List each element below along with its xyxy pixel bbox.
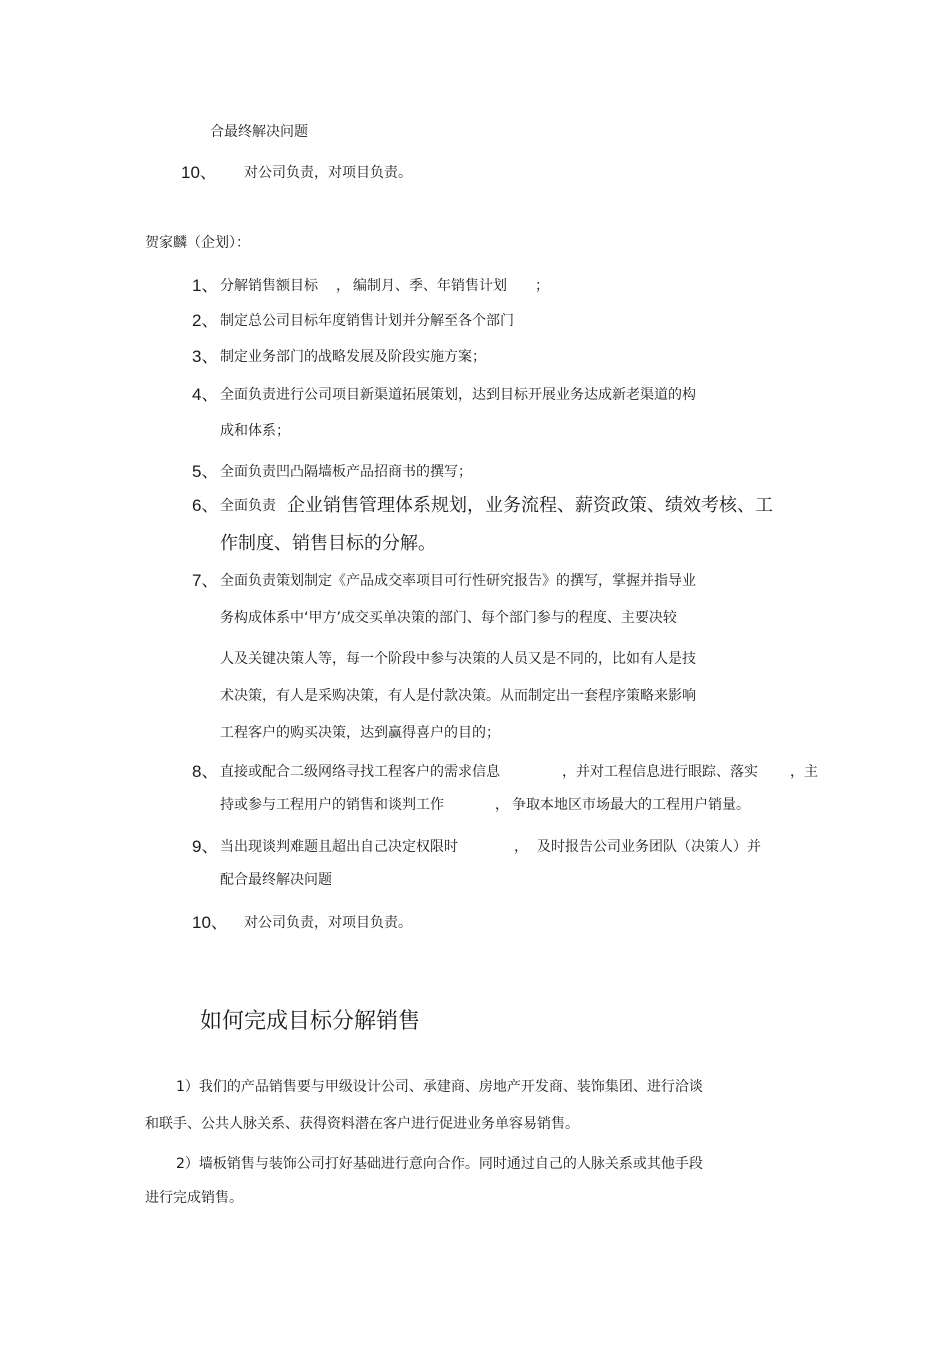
item-5-text: 全面负责凹凸隔墙板产品招商书的撰写； xyxy=(220,464,472,480)
item-3-text: 制定业务部门的战略发展及阶段实施方案； xyxy=(220,349,486,365)
person-name-line: 贺家麟（企划）： xyxy=(145,235,250,251)
item-10-top-number: 10、 xyxy=(181,163,217,182)
item-8-text-c: ，主 xyxy=(790,764,818,780)
item-9-text-a: 当出现谈判难题且超出自己决定权限时 xyxy=(220,839,458,855)
item-8-line-2c: 争取本地区市场最大的工程用户销量。 xyxy=(512,797,750,813)
item-10-top-text: 对公司负责，对项目负责。 xyxy=(244,165,412,181)
item-1-number: 1、 xyxy=(192,276,219,295)
paragraph-1-line-2: 和联手、公共人脉关系、获得资料潜在客户进行促进业务单容易销售。 xyxy=(145,1116,579,1132)
item-8-number: 8、 xyxy=(192,762,219,781)
item-5-number: 5、 xyxy=(192,462,219,481)
item-8-line-2a: 持或参与工程用户的销售和谈判工作 xyxy=(220,797,444,813)
item-7-line-1: 全面负责策划制定《产品成交率项目可行性研究报告》的撰写，掌握并指导业 xyxy=(220,573,696,589)
item-6-line-2: 作制度、销售目标的分解。 xyxy=(220,533,436,554)
item-7-number: 7、 xyxy=(192,571,219,590)
item-9-number: 9、 xyxy=(192,837,219,856)
item-7-line-5: 工程客户的购买决策，达到赢得喜户的目的； xyxy=(220,725,500,741)
item-6-text-b: 企业销售管理体系规划，业务流程、薪资政策、绩效考核、工 xyxy=(287,495,773,516)
item-9-text-b: ， xyxy=(514,839,528,855)
item-1-text-b: ， xyxy=(336,278,350,294)
item-9-text-c: 及时报告公司业务团队（决策人）并 xyxy=(537,839,761,855)
paragraph-2-line-2: 进行完成销售。 xyxy=(145,1190,243,1206)
item-7-line-3: 人及关键决策人等，每一个阶段中参与决策的人员又是不同的，比如有人是技 xyxy=(220,651,696,667)
item-4-number: 4、 xyxy=(192,385,219,404)
item-1-text-a: 分解销售额目标 xyxy=(220,278,318,294)
item-6-number: 6、 xyxy=(192,496,219,515)
paragraph-1-line-1: 1）我们的产品销售要与甲级设计公司、承建商、房地产开发商、装饰集团、进行洽谈 xyxy=(176,1079,703,1095)
item-2-number: 2、 xyxy=(192,311,219,330)
item-4-line-2: 成和体系； xyxy=(220,423,290,439)
paragraph-2-line-1: 2）墙板销售与装饰公司打好基础进行意向合作。同时通过自己的人脉关系或其他手段 xyxy=(176,1156,703,1172)
item-8-line-2b: ， xyxy=(495,797,509,813)
item-1-text-d: ； xyxy=(535,278,549,294)
item-8-text-a: 直接或配合二级网络寻找工程客户的需求信息 xyxy=(220,764,500,780)
item-8-text-b: ，并对工程信息进行眼踪、落实 xyxy=(562,764,758,780)
item-4-line-1: 全面负责进行公司项目新渠道拓展策划，达到目标开展业务达成新老渠道的构 xyxy=(220,387,696,403)
item-2-text: 制定总公司目标年度销售计划并分解至各个部门 xyxy=(220,313,514,329)
item-9-line-2: 配合最终解决问题 xyxy=(220,872,332,888)
item-7-line-2: 务构成体系中‘甲方’成交买单决策的部门、每个部门参与的程度、主要决较 xyxy=(220,610,677,626)
item-3-number: 3、 xyxy=(192,347,219,366)
section-title: 如何完成目标分解销售 xyxy=(200,1009,421,1034)
continued-line: 合最终解决问题 xyxy=(210,124,308,140)
item-6-text-a: 全面负责 xyxy=(220,498,276,514)
item-10-text: 对公司负责，对项目负责。 xyxy=(244,915,412,931)
item-7-line-4: 术决策，有人是采购决策，有人是付款决策。从而制定出一套程序策略来影响 xyxy=(220,688,696,704)
item-10-number: 10、 xyxy=(192,913,228,932)
item-1-text-c: 编制月、季、年销售计划 xyxy=(353,278,507,294)
